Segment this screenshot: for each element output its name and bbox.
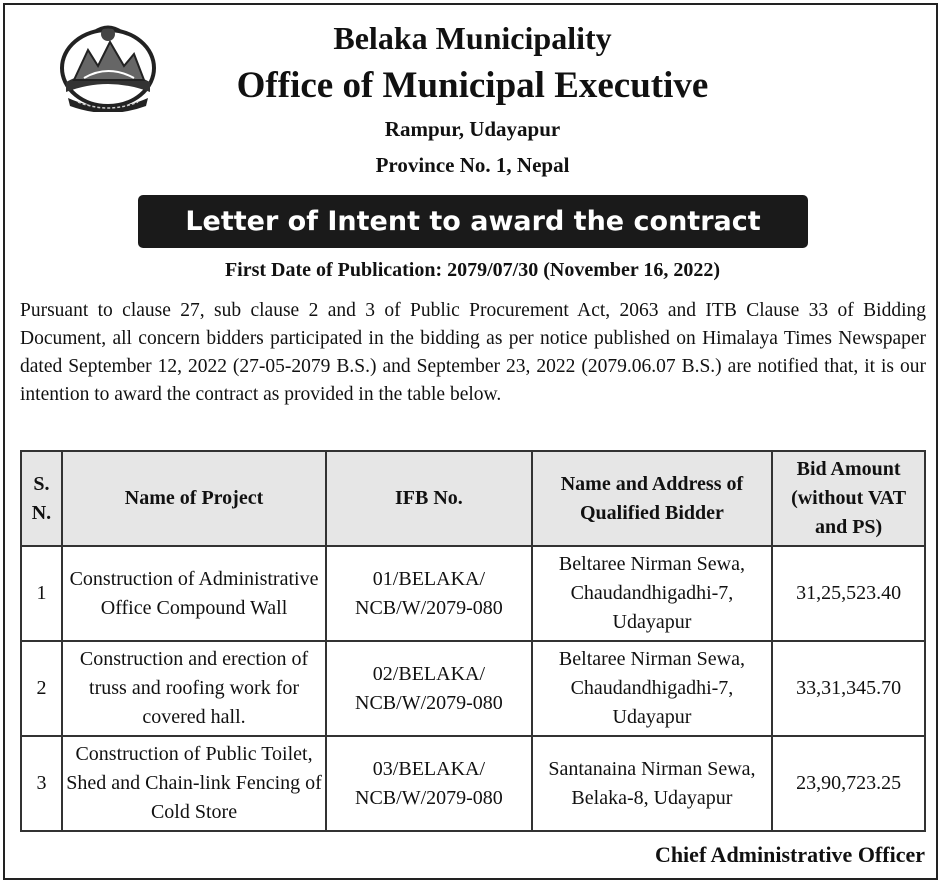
publication-date: First Date of Publication: 2079/07/30 (November 16, 2022) [224, 259, 721, 281]
row-sn: 2 [21, 641, 62, 736]
office-location: Rampur, Udayapur [384, 117, 561, 141]
header-project: Name of Project [62, 451, 326, 546]
row-ifb: 01/BELAKA/ NCB/W/2079-080 [326, 546, 532, 641]
row-project: Construction of Public Toilet, Shed and Chain-link Fencing of Cold Store [62, 736, 326, 831]
row-bidder: Santanaina Nirman Sewa, Belaka-8, Udayapur [532, 736, 773, 831]
row-ifb: 03/BELAKA/ NCB/W/2079-080 [326, 736, 532, 831]
row-amount: 23,90,723.25 [772, 736, 925, 831]
row-bidder: Beltaree Nirman Sewa, Chaudandhigadhi-7, Udayapur [532, 641, 773, 736]
row-project: Construction of Administrative Office Compound Wall [62, 546, 326, 641]
table-row [21, 736, 925, 831]
table-row [21, 546, 925, 641]
table-header-row [21, 451, 925, 546]
header-bidder: Name and Address of Qualified Bidder [532, 451, 773, 546]
row-bidder: Beltaree Nirman Sewa, Chaudandhigadhi-7, Udayapur [532, 546, 773, 641]
header-ifb: IFB No. [326, 451, 532, 546]
header-sn: S. N. [21, 451, 62, 546]
office-name: Office of Municipal Executive [236, 65, 709, 106]
signatory-title: Chief Administrative Officer [654, 842, 925, 867]
notice-title-banner [138, 195, 808, 248]
header-amount: Bid Amount (without VAT and PS) [772, 451, 925, 546]
notice-body: Pursuant to clause 27, sub clause 2 and 3 of Public Procurement Act, 2063 and ITB Clause 33 of Bidding Document, all concern bidders participated in the bidding as per notice published on Himalaya Times Newspaper dated September 12, 2022 (27-05-2079 B.S.) and September 23, 2022 (2079.06.07 B.S.) are notified that, it is our intention to award the contract as provided in the table below. [20, 300, 926, 405]
award-table [20, 450, 926, 832]
row-amount: 33,31,345.70 [772, 641, 925, 736]
municipality-name: Belaka Municipality [333, 20, 612, 56]
row-ifb: 02/BELAKA/ NCB/W/2079-080 [326, 641, 532, 736]
notice-title: Letter of Intent to award the contract [185, 206, 761, 237]
row-project: Construction and erection of truss and roofing work for covered hall. [62, 641, 326, 736]
row-amount: 31,25,523.40 [772, 546, 925, 641]
row-sn: 3 [21, 736, 62, 831]
row-sn: 1 [21, 546, 62, 641]
office-province: Province No. 1, Nepal [375, 153, 570, 177]
table-row [21, 641, 925, 736]
